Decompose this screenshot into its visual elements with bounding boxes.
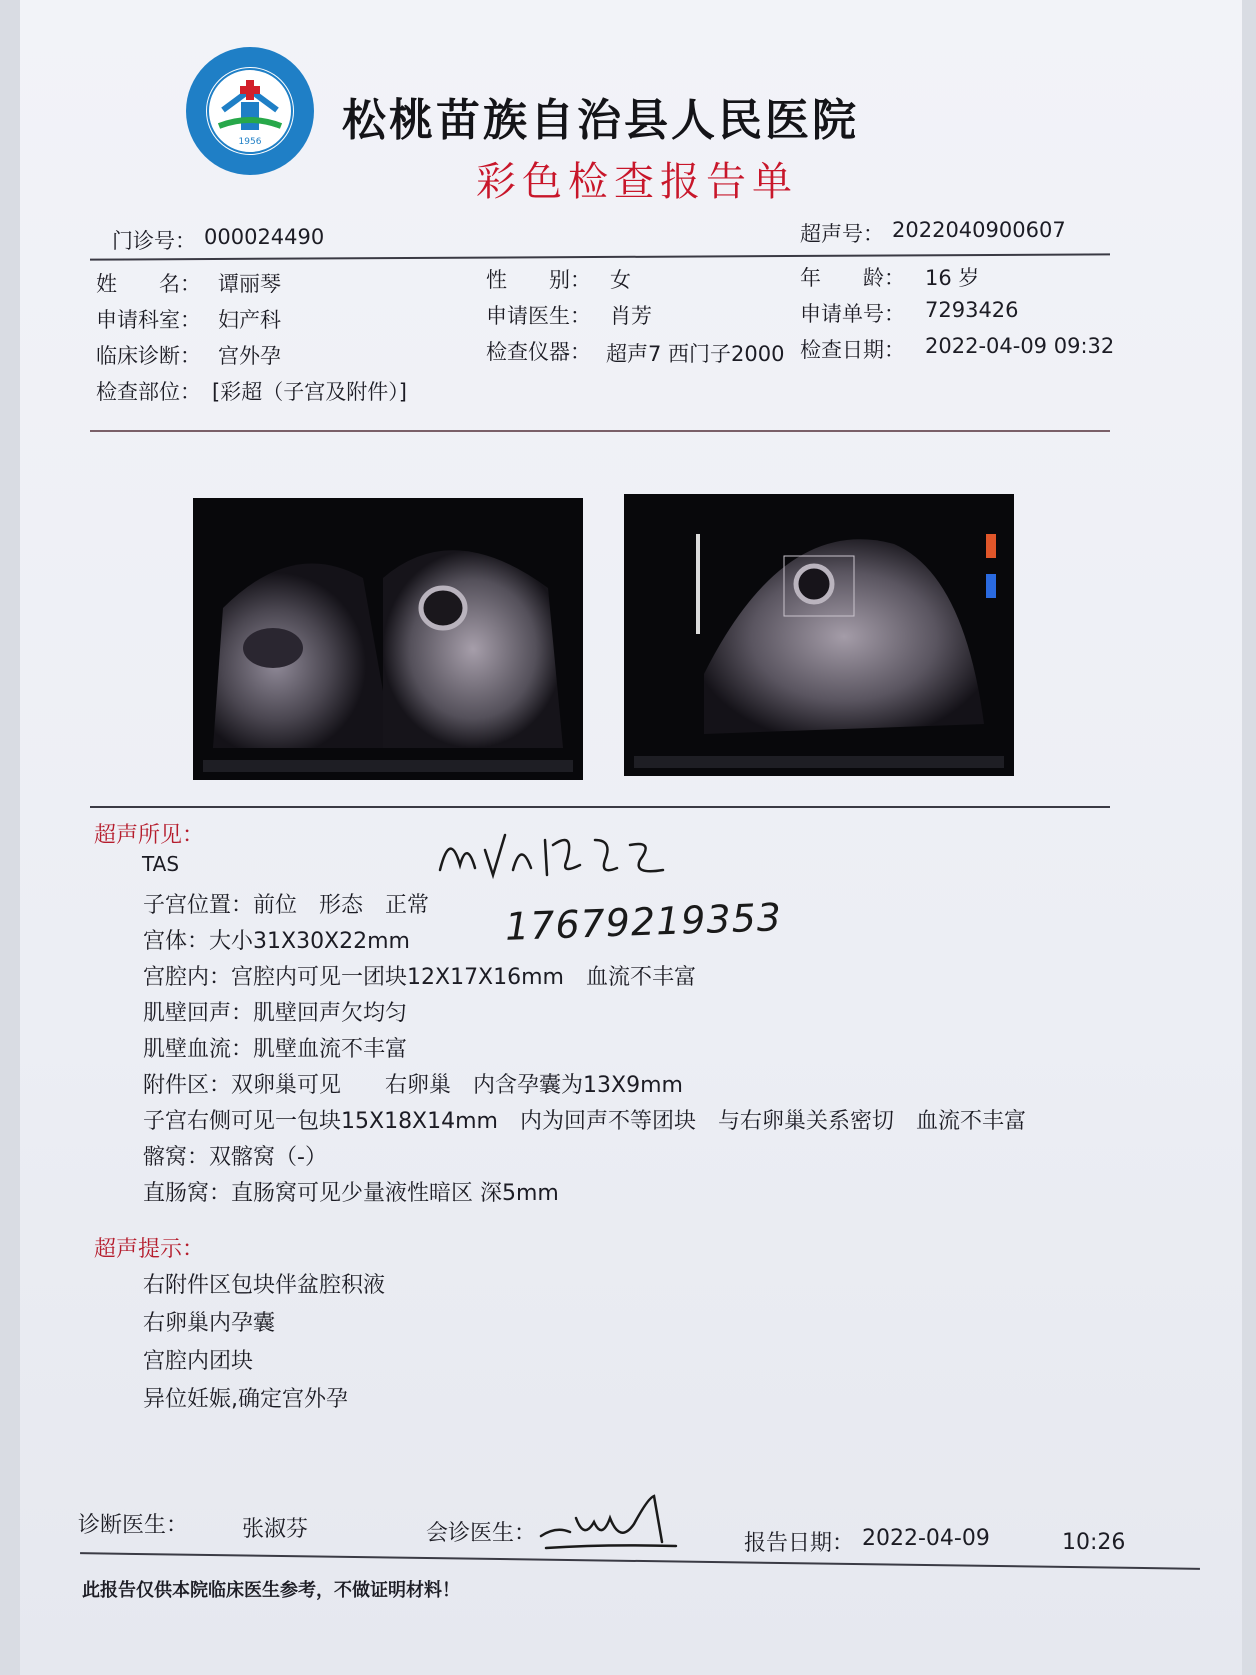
finding-line: 肌壁血流：肌壁血流不丰富	[143, 1037, 408, 1062]
exam-date-label: 检查日期：	[800, 338, 905, 362]
handwritten-scribble	[435, 820, 675, 894]
logo-year: 1956	[238, 137, 262, 147]
finding-line: TAS	[142, 852, 180, 876]
finding-line: 髂窝：双髂窝（-）	[143, 1145, 327, 1170]
images-divider	[90, 806, 1110, 808]
doctor-value: 肖芳	[610, 304, 652, 328]
ultrasound-image-left	[193, 498, 583, 780]
disclaimer: 此报告仅供本院临床医生参考，不做证明材料！	[82, 1580, 460, 1601]
instrument-label: 检查仪器：	[486, 340, 591, 364]
diag-doctor-label: 诊断医生：	[78, 1513, 189, 1538]
clinical-dx-value: 宫外孕	[218, 344, 281, 368]
site-value: [彩超（子宫及附件）]	[212, 380, 407, 404]
report-sheet	[20, 0, 1242, 1675]
report-time-value: 10:26	[1062, 1530, 1126, 1555]
gender-label: 性 别：	[486, 268, 591, 292]
impression-line: 右附件区包块伴盆腔积液	[143, 1273, 386, 1298]
finding-line: 直肠窝：直肠窝可见少量液性暗区 深5mm	[143, 1181, 559, 1206]
report-date-value: 2022-04-09	[862, 1526, 990, 1551]
age-value: 16 岁	[925, 266, 980, 290]
report-date-label: 报告日期：	[744, 1531, 855, 1556]
finding-line: 子宫位置：前位 形态 正常	[143, 893, 430, 918]
report-title: 彩色检查报告单	[476, 159, 798, 205]
diag-doctor-value: 张淑芬	[242, 1517, 309, 1542]
clinical-dx-label: 临床诊断：	[96, 344, 201, 368]
finding-line: 子宫右侧可见一包块15X18X14mm 内为回声不等团块 与右卵巢关系密切 血流不丰富	[143, 1109, 1026, 1134]
name-value: 谭丽琴	[218, 272, 281, 296]
ultrasound-no-label: 超声号：	[800, 222, 884, 246]
finding-line: 宫体：大小31X30X22mm	[143, 929, 410, 954]
request-no-label: 申请单号：	[800, 302, 905, 326]
request-no-value: 7293426	[925, 298, 1019, 322]
instrument-value: 超声7 西门子2000	[606, 342, 785, 366]
doctor-label: 申请医生：	[486, 304, 591, 328]
age-label: 年 龄：	[800, 266, 905, 290]
finding-line: 肌壁回声：肌壁回声欠均匀	[143, 1001, 408, 1026]
ultrasound-no-value: 20220409006​07	[892, 218, 1066, 242]
dept-value: 妇产科	[218, 308, 281, 332]
hospital-logo	[183, 44, 317, 178]
findings-heading: 超声所见：	[94, 823, 205, 848]
finding-line: 宫腔内：宫腔内可见一团块12X17X16mm 血流不丰富	[143, 965, 696, 990]
consult-doctor-signature	[536, 1488, 686, 1562]
ultrasound-image-right	[624, 494, 1014, 776]
finding-line: 附件区：双卵巢可见 右卵巢 内含孕囊为13X9mm	[143, 1073, 683, 1098]
consult-doctor-label: 会诊医生：	[426, 1521, 537, 1546]
impression-line: 右卵巢内孕囊	[143, 1311, 276, 1336]
hospital-name: 松桃苗族自治县人民医院	[342, 95, 859, 146]
header-divider	[90, 253, 1110, 260]
impression-heading: 超声提示：	[94, 1237, 205, 1262]
gender-value: 女	[610, 268, 631, 292]
exam-date-value: 2022-04-09 09:32	[925, 334, 1115, 358]
impression-line: 异位妊娠,确定宫外孕	[143, 1387, 348, 1412]
outpatient-value: 000024490	[204, 225, 325, 249]
outpatient-label: 门诊号：	[112, 229, 196, 253]
info-divider	[90, 430, 1110, 432]
impression-line: 宫腔内团块	[143, 1349, 254, 1374]
site-label: 检查部位：	[96, 380, 201, 404]
handwritten-phone-number: 17679219353	[504, 895, 783, 949]
dept-label: 申请科室：	[96, 308, 201, 332]
name-label: 姓 名：	[96, 272, 201, 296]
